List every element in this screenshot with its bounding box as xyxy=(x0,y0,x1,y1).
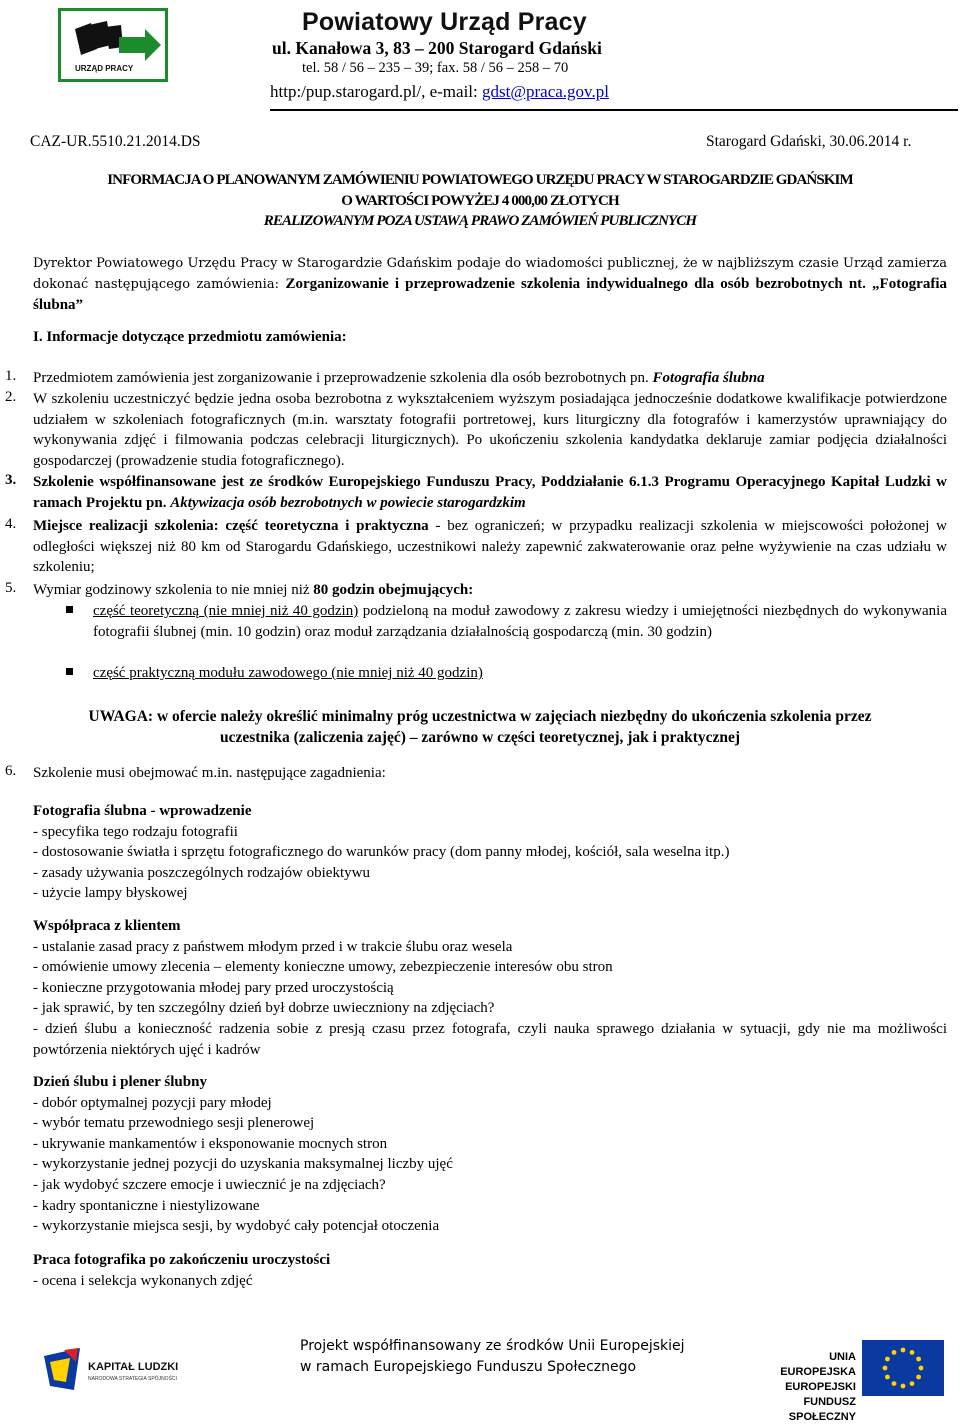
topic-line: - kadry spontaniczne i niestylizowane xyxy=(33,1197,260,1214)
topic-block-intro xyxy=(33,801,947,904)
item-5 xyxy=(33,580,947,601)
topic-line: - jak sprawić, by ten szczególny dzień był dobrze uwieczniony na zdjęciach? xyxy=(33,1000,495,1017)
kl-subtitle: NARODOWA STRATEGIA SPÓJNOŚCI xyxy=(88,1376,177,1382)
eu-fund-label xyxy=(752,1350,856,1425)
bullet-theory-text: podzieloną na moduł zawodowy z zakresu wiedzy i umiejętności niezbędnych do wykonywania fotografii ślubnej (min. 10 godzin) oraz moduł zarządzania działalnością gospodarczą (min. 30 godzin) xyxy=(93,603,947,640)
org-name: Powiatowy Urząd Pracy xyxy=(302,8,587,36)
item-1-text: Przedmiotem zamówienia jest zorganizowanie i przeprowadzenie szkolenia dla osób bezrobotnych pn. xyxy=(33,370,653,386)
topic-line: - wykorzystanie miejsca sesji, by wydobyć cały potencjał otoczenia xyxy=(33,1218,440,1235)
item-6: Szkolenie musi obejmować m.in. następujące zagadnienia: xyxy=(33,765,386,781)
item-4 xyxy=(33,516,947,578)
topic-line: - zasady używania poszczególnych rodzajów obiektywu xyxy=(33,864,370,881)
topic-block-client xyxy=(33,916,947,1060)
urzad-pracy-logo-graphic xyxy=(61,11,165,79)
footer-line-1: Projekt współfinansowany ze środków Unii Europejskiej xyxy=(300,1338,685,1354)
header-divider xyxy=(270,109,958,111)
item-3 xyxy=(33,472,947,513)
item-5-text: Wymiar godzinowy szkolenia to nie mniej niż xyxy=(33,582,314,598)
topic-heading: Dzień ślubu i plener ślubny xyxy=(33,1074,207,1090)
item-number-3: 3. xyxy=(5,472,17,488)
item-4-location: Miejsce realizacji szkolenia: część teoretyczna i praktyczna xyxy=(33,518,429,534)
item-1-course: Fotografia ślubna xyxy=(652,370,765,386)
eu-line-3: FUNDUSZ SPOŁECZNY xyxy=(788,1396,856,1423)
topic-heading: Fotografia ślubna - wprowadzenie xyxy=(33,803,252,819)
bullet-practice-underlined: część praktyczną modułu zawodowego (nie mniej niż 40 godzin) xyxy=(93,665,483,681)
bullet-practice xyxy=(93,663,947,684)
eu-line-1: UNIA EUROPEJSKA xyxy=(780,1351,856,1378)
topic-line: - ustalanie zasad pracy z państwem młodym przed i w trakcie ślubu oraz wesela xyxy=(33,938,513,955)
title-line-2: O WARTOŚCI POWYŻEJ 4 000,00 ZŁOTYCH xyxy=(341,193,619,209)
bullet-theory xyxy=(93,601,947,642)
email-link[interactable]: gdst@praca.gov.pl xyxy=(482,82,609,101)
item-number-4: 4. xyxy=(5,516,17,532)
item-number-6: 6. xyxy=(5,763,17,779)
topic-heading: Praca fotografika po zakończeniu uroczystości xyxy=(33,1252,331,1268)
uwaga-line-2: uczestnika (zaliczenia zajęć) – zarówno w części teoretycznej, jak i praktycznej xyxy=(219,729,741,746)
topic-heading: Współpraca z klientem xyxy=(33,918,181,934)
topic-line: - użycie lampy błyskowej xyxy=(33,885,188,902)
item-number-2: 2. xyxy=(5,389,17,405)
item-4-text: - bez ograniczeń; w przypadku realizacji szkolenia w miejscowości położonej w odległości większej niż 80 km od Starogardu Gdańskiego, uczestnikowi należy zapewnić zakwaterowanie oraz pełne wyżywienie na czas udziału w szkoleniu; xyxy=(33,518,947,575)
title-line-1: INFORMACJA O PLANOWANYM ZAMÓWIENIU POWIATOWEGO URZĘDU PRACY W STAROGARDZIE GDAŃSKIM xyxy=(107,172,853,188)
item-3-project: Aktywizacja osób bezrobotnych w powiecie starogardzkim xyxy=(170,494,526,511)
topic-line: - jak wydobyć szczere emocje i uwiecznić je na zdjęciach? xyxy=(33,1176,386,1193)
footer-project-text xyxy=(300,1336,685,1378)
title-line-3: REALIZOWANYM POZA USTAWĄ PRAWO ZAMÓWIEŃ PUBLICZNYCH xyxy=(263,213,697,229)
bullet-theory-underlined: część teoretyczną (nie mniej niż 40 godzin) xyxy=(93,603,359,619)
topic-block-wedding-day xyxy=(33,1072,947,1237)
reference-number: CAZ-UR.5510.21.2014.DS xyxy=(30,133,201,150)
item-number-1: 1. xyxy=(5,368,17,384)
org-phone: tel. 58 / 56 – 235 – 39; fax. 58 / 56 – 258 – 70 xyxy=(302,60,569,76)
item-2: W szkoleniu uczestniczyć będzie jedna osoba bezrobotna z wykształceniem wyższym posiadająca jednocześnie dodatkowe kwalifikacje potwierdzone udziałem w szkoleniach fotograficznych (m.in. warsztaty fotografii portretowej, kurs liturgiczny dla fotografów i kamerzystów uprawniający do wykonywania zdjęć i filmowania podczas celebracji liturgicznych). Po ukończeniu szkolenia kandydatka deklaruje zamiar podjęcia działalności gospodarczej (prowadzenie studia fotograficznego). xyxy=(33,391,947,469)
kapital-ludzki-logo xyxy=(40,1340,190,1396)
topic-line: - wybór tematu przewodniego sesji plenerowej xyxy=(33,1115,315,1132)
topic-line: - ukrywanie mankamentów i eksponowanie mocnych stron xyxy=(33,1135,388,1152)
topic-line: - omówienie umowy zlecenia – elementy konieczne umowy, zebezpieczenie interesów obu stron xyxy=(33,959,613,976)
intro-subject: Zorganizowanie i przeprowadzenie szkolenia indywidualnego dla osób bezrobotnych nt. „Fotografia ślubna” xyxy=(33,276,948,313)
topic-line: - dobór optymalnej pozycji pary młodej xyxy=(33,1094,272,1111)
eu-flag-icon xyxy=(862,1340,944,1396)
bullet-square-icon xyxy=(66,668,73,675)
kl-title: KAPITAŁ LUDZKI xyxy=(88,1361,179,1373)
topic-line: - wykorzystanie jednej pozycji do uzyskania maksymalnej liczby ujęć xyxy=(33,1156,453,1173)
pup-logo xyxy=(58,8,168,82)
topic-line: - specyfika tego rodzaju fotografii xyxy=(33,823,238,840)
intro-paragraph xyxy=(33,253,947,315)
topic-line: - dzień ślubu a konieczność radzenia sobie z presją czasu przez fotografa, czyli nauka sprawego działania w sytuacji, gdy nie ma możliwości powtórzenia niektórych ujęć i kadrów xyxy=(33,1020,947,1058)
intro-text: Dyrektor Powiatowego Urzędu Pracy w Starogardzie Gdańskim podaje do wiadomości publicznej, że w najbliższym czasie Urząd zamierza dokonać następującego zamówienia: xyxy=(33,256,947,292)
org-web xyxy=(270,82,609,102)
item-3-funding: Szkolenie współfinansowane jest ze środków Europejskiego Funduszu Pracy, Poddziałanie 6.1.3 Programu Operacyjnego Kapitał Ludzki w ramach Projektu pn. xyxy=(33,474,947,511)
web-prefix: http:/pup.starogard.pl/, e-mail: xyxy=(270,82,482,101)
place-date: Starogard Gdański, 30.06.2014 r. xyxy=(706,133,912,150)
eu-line-2: EUROPEJSKI xyxy=(785,1381,856,1393)
item-5-hours: 80 godzin obejmujących: xyxy=(313,582,474,598)
topic-line: - dostosowanie światła i sprzętu fotograficznego do warunków pracy (dom panny młodej, kościół, sala weselna itp.) xyxy=(33,844,730,861)
item-number-5: 5. xyxy=(5,580,17,596)
footer-line-2: w ramach Europejskiego Funduszu Społecznego xyxy=(300,1359,637,1375)
item-1 xyxy=(33,368,947,389)
org-address: ul. Kanałowa 3, 83 – 200 Starogard Gdański xyxy=(272,38,602,58)
section-title: I. Informacje dotyczące przedmiotu zamówienia: xyxy=(33,329,347,345)
logo-text: URZĄD PRACY xyxy=(75,64,134,73)
topic-line: - konieczne przygotowania młodej pary przed uroczystością xyxy=(33,979,394,996)
bullet-square-icon xyxy=(66,606,73,613)
topic-line: - ocena i selekcja wykonanych zdjęć xyxy=(33,1272,253,1289)
uwaga-line-1: UWAGA: w ofercie należy określić minimalny próg uczestnictwa w zajęciach niezbędny do ukończenia szkolenia przez xyxy=(88,708,872,725)
topic-block-postwork xyxy=(33,1250,947,1291)
